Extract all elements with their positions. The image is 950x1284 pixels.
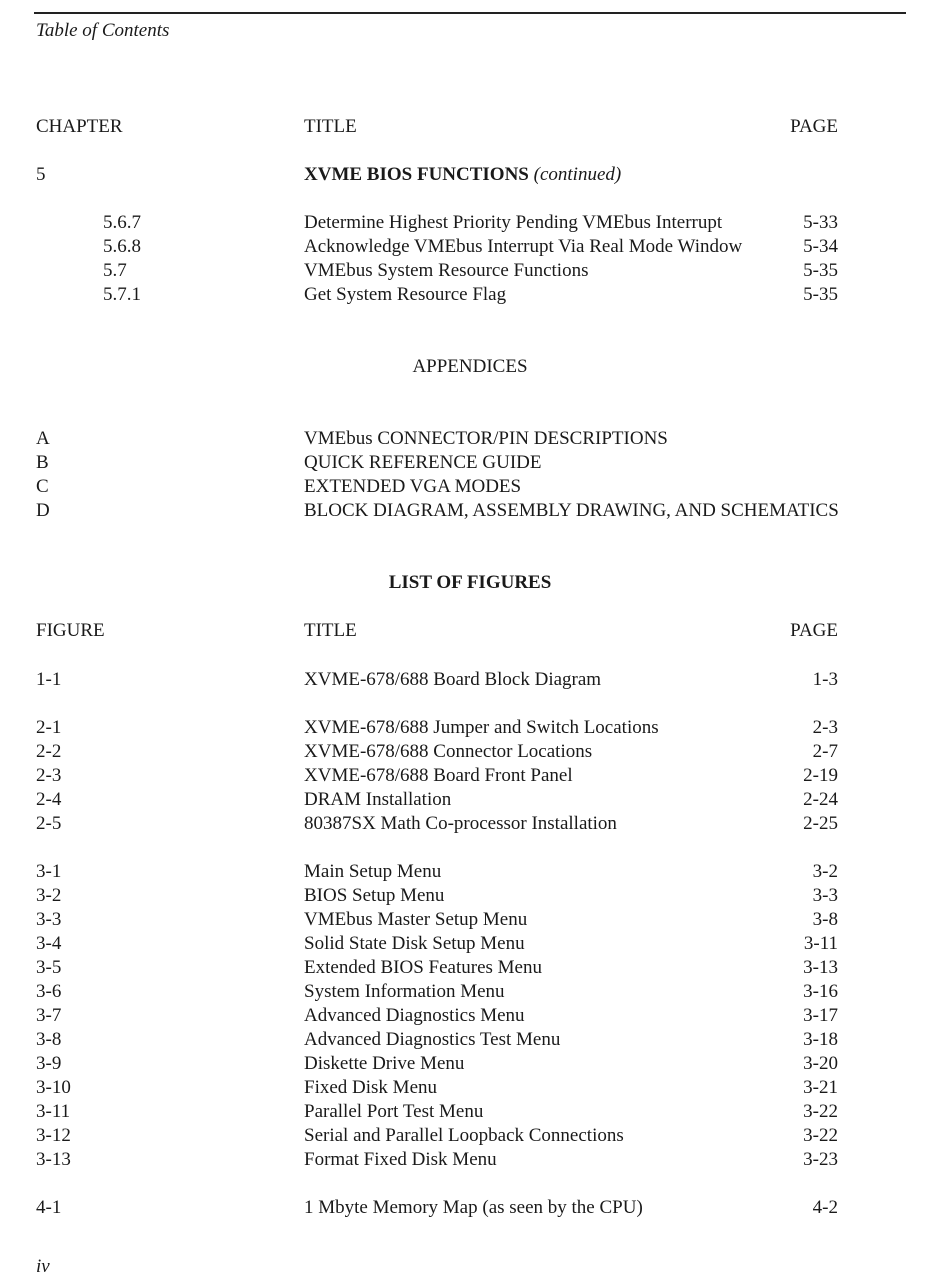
figure-row bbox=[0, 884, 950, 908]
figure-title: XVME-678/688 Jumper and Switch Locations bbox=[304, 717, 659, 738]
chapter-title: XVME BIOS FUNCTIONS bbox=[304, 164, 529, 185]
figure-title: Extended BIOS Features Menu bbox=[304, 957, 542, 978]
appendix-title: VMEbus CONNECTOR/PIN DESCRIPTIONS bbox=[304, 428, 668, 449]
section-page: 5-34 bbox=[803, 236, 838, 257]
chapter-title-wrap bbox=[304, 163, 621, 187]
figure-page: 3-13 bbox=[803, 957, 838, 978]
figure-page: 3-20 bbox=[803, 1053, 838, 1074]
page-column-label: PAGE bbox=[790, 116, 838, 137]
appendix-row bbox=[0, 475, 950, 499]
appendix-letter: A bbox=[36, 428, 50, 449]
figure-page: 3-3 bbox=[812, 885, 838, 906]
figure-title: XVME-678/688 Board Block Diagram bbox=[304, 669, 602, 690]
figure-page: 2-7 bbox=[812, 741, 838, 762]
figure-row bbox=[0, 956, 950, 980]
section-page: 5-35 bbox=[803, 284, 838, 305]
chapter-title-note: (continued) bbox=[533, 164, 622, 185]
figure-title: System Information Menu bbox=[304, 981, 505, 1002]
figure-number: 3-6 bbox=[36, 981, 62, 1002]
figure-page: 3-18 bbox=[803, 1029, 838, 1050]
figure-title: DRAM Installation bbox=[304, 789, 452, 810]
figure-number: 2-3 bbox=[36, 765, 62, 786]
section-number: 5.6.8 bbox=[103, 236, 141, 257]
figure-title: Advanced Diagnostics Menu bbox=[304, 1005, 525, 1026]
title-column-label: TITLE bbox=[304, 620, 357, 641]
figure-title: XVME-678/688 Board Front Panel bbox=[304, 765, 573, 786]
figure-title: Parallel Port Test Menu bbox=[304, 1101, 484, 1122]
section-row bbox=[0, 235, 950, 259]
figure-number: 3-4 bbox=[36, 933, 62, 954]
header-rule bbox=[34, 12, 906, 14]
figure-number: 2-4 bbox=[36, 789, 62, 810]
figure-page: 3-16 bbox=[803, 981, 838, 1002]
title-column-label: TITLE bbox=[304, 116, 357, 137]
figure-number: 3-12 bbox=[36, 1125, 71, 1146]
appendix-letter: B bbox=[36, 452, 49, 473]
section-number: 5.7.1 bbox=[103, 284, 141, 305]
figure-title: BIOS Setup Menu bbox=[304, 885, 445, 906]
figure-number: 2-5 bbox=[36, 813, 62, 834]
figure-number: 4-1 bbox=[36, 1197, 62, 1218]
figure-page: 1-3 bbox=[812, 669, 838, 690]
section-title: Determine Highest Priority Pending VMEbus Interrupt bbox=[304, 212, 723, 233]
figure-page: 3-11 bbox=[803, 933, 838, 954]
appendix-letter: D bbox=[36, 500, 50, 521]
figure-page: 3-17 bbox=[803, 1005, 838, 1026]
figure-row bbox=[0, 1148, 950, 1172]
figure-column-headers bbox=[0, 619, 950, 643]
figure-page: 3-22 bbox=[803, 1125, 838, 1146]
figure-page: 4-2 bbox=[812, 1197, 838, 1218]
figure-number: 3-3 bbox=[36, 909, 62, 930]
page-header-title: Table of Contents bbox=[36, 20, 170, 41]
section-title: Acknowledge VMEbus Interrupt Via Real Mode Window bbox=[304, 236, 743, 257]
figure-title: 80387SX Math Co-processor Installation bbox=[304, 813, 617, 834]
figures-heading-row bbox=[0, 571, 950, 595]
figure-number: 2-1 bbox=[36, 717, 62, 738]
appendix-title: BLOCK DIAGRAM, ASSEMBLY DRAWING, AND SCHEMATICS bbox=[304, 500, 839, 521]
appendix-letter: C bbox=[36, 476, 49, 497]
figure-page: 2-24 bbox=[803, 789, 838, 810]
figure-title: Advanced Diagnostics Test Menu bbox=[304, 1029, 561, 1050]
figure-number: 3-13 bbox=[36, 1149, 71, 1170]
figure-number: 3-9 bbox=[36, 1053, 62, 1074]
figure-row bbox=[0, 860, 950, 884]
figure-row bbox=[0, 908, 950, 932]
figure-row bbox=[0, 716, 950, 740]
page-column-label: PAGE bbox=[790, 620, 838, 641]
figure-title: VMEbus Master Setup Menu bbox=[304, 909, 528, 930]
section-number: 5.7 bbox=[103, 260, 127, 281]
figure-row bbox=[0, 1052, 950, 1076]
section-page: 5-33 bbox=[803, 212, 838, 233]
section-row bbox=[0, 259, 950, 283]
figure-title: Fixed Disk Menu bbox=[304, 1077, 437, 1098]
figure-title: 1 Mbyte Memory Map (as seen by the CPU) bbox=[304, 1197, 643, 1218]
figure-number: 3-7 bbox=[36, 1005, 62, 1026]
figure-title: Solid State Disk Setup Menu bbox=[304, 933, 525, 954]
figure-row bbox=[0, 1196, 950, 1220]
figure-row bbox=[0, 788, 950, 812]
figure-number: 2-2 bbox=[36, 741, 62, 762]
figure-page: 3-23 bbox=[803, 1149, 838, 1170]
figure-page: 3-22 bbox=[803, 1101, 838, 1122]
figure-number: 3-2 bbox=[36, 885, 62, 906]
figure-row bbox=[0, 1028, 950, 1052]
figure-number: 1-1 bbox=[36, 669, 62, 690]
figure-page: 3-2 bbox=[812, 861, 838, 882]
chapter-row bbox=[0, 163, 950, 187]
chapter-number: 5 bbox=[36, 164, 46, 185]
page-number: iv bbox=[36, 1256, 50, 1277]
figure-row bbox=[0, 812, 950, 836]
figure-number: 3-10 bbox=[36, 1077, 71, 1098]
figure-number: 3-5 bbox=[36, 957, 62, 978]
chapter-column-headers bbox=[0, 115, 950, 139]
figure-page: 2-19 bbox=[803, 765, 838, 786]
figure-row bbox=[0, 764, 950, 788]
figure-row bbox=[0, 980, 950, 1004]
appendices-heading-row bbox=[0, 355, 950, 379]
figure-row bbox=[0, 1100, 950, 1124]
figure-column-label: FIGURE bbox=[36, 620, 105, 641]
figure-row bbox=[0, 1076, 950, 1100]
figure-page: 2-3 bbox=[812, 717, 838, 738]
figure-title: Serial and Parallel Loopback Connections bbox=[304, 1125, 624, 1146]
figure-title: Main Setup Menu bbox=[304, 861, 442, 882]
figure-page: 3-21 bbox=[803, 1077, 838, 1098]
appendix-row bbox=[0, 427, 950, 451]
figure-title: XVME-678/688 Connector Locations bbox=[304, 741, 593, 762]
figure-title: Diskette Drive Menu bbox=[304, 1053, 465, 1074]
section-row bbox=[0, 283, 950, 307]
figure-row bbox=[0, 668, 950, 692]
figure-row bbox=[0, 1124, 950, 1148]
section-number: 5.6.7 bbox=[103, 212, 141, 233]
figure-number: 3-11 bbox=[36, 1101, 71, 1122]
section-row bbox=[0, 211, 950, 235]
figure-row bbox=[0, 932, 950, 956]
appendix-row bbox=[0, 499, 950, 523]
figure-page: 2-25 bbox=[803, 813, 838, 834]
figure-row bbox=[0, 740, 950, 764]
figure-row bbox=[0, 1004, 950, 1028]
section-title: Get System Resource Flag bbox=[304, 284, 507, 305]
section-page: 5-35 bbox=[803, 260, 838, 281]
chapter-column-label: CHAPTER bbox=[36, 116, 123, 137]
appendices-heading: APPENDICES bbox=[412, 356, 528, 377]
figures-heading: LIST OF FIGURES bbox=[388, 572, 552, 593]
figure-number: 3-1 bbox=[36, 861, 62, 882]
appendix-row bbox=[0, 451, 950, 475]
figure-page: 3-8 bbox=[812, 909, 838, 930]
appendix-title: EXTENDED VGA MODES bbox=[304, 476, 522, 497]
figure-title: Format Fixed Disk Menu bbox=[304, 1149, 497, 1170]
figure-number: 3-8 bbox=[36, 1029, 62, 1050]
section-title: VMEbus System Resource Functions bbox=[304, 260, 589, 281]
appendix-title: QUICK REFERENCE GUIDE bbox=[304, 452, 542, 473]
